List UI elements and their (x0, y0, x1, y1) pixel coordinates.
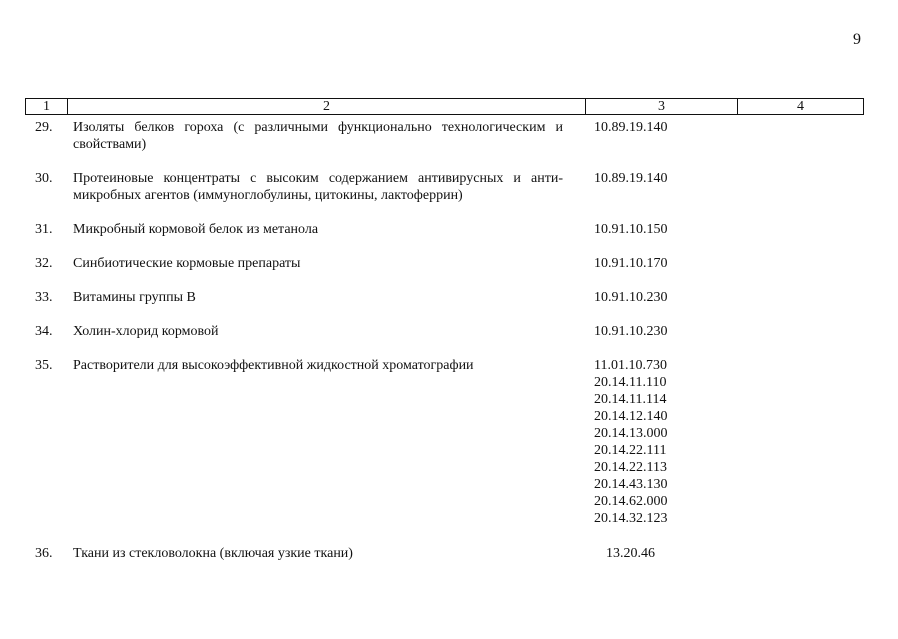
row-codes (594, 119, 714, 136)
row-number: 30. (35, 171, 53, 186)
page-number: 9 (853, 31, 861, 48)
row-code: 20.14.11.110 (594, 375, 667, 390)
row-code: 20.14.62.000 (594, 494, 668, 509)
row-number: 31. (35, 222, 53, 237)
row-name: Ткани из стекловолокна (включая узкие ткани) (73, 546, 353, 561)
row-number: 29. (35, 120, 53, 135)
row-code: 11.01.10.730 (594, 358, 667, 373)
row-code: 13.20.46 (606, 546, 655, 561)
row-code: 20.14.22.111 (594, 443, 667, 458)
header-col-1: 1 (26, 99, 68, 114)
row-name: Витамины группы В (73, 290, 196, 305)
row-name: Растворители для высокоэффективной жидкостной хроматографии (73, 358, 474, 373)
row-code: 10.91.10.230 (594, 324, 668, 339)
row-name: Синбиотические кормовые препараты (73, 256, 301, 271)
row-code: 10.91.10.230 (594, 290, 668, 305)
row-codes (594, 170, 714, 187)
header-col-2: 2 (68, 99, 586, 114)
row-codes (594, 289, 714, 306)
row-number: 34. (35, 324, 53, 339)
row-code: 20.14.22.113 (594, 460, 667, 475)
row-number: 32. (35, 256, 53, 271)
header-col-3: 3 (586, 99, 738, 114)
row-codes (594, 221, 714, 238)
row-code: 10.89.19.140 (594, 171, 668, 186)
row-name: Микробный кормовой белок из метанола (73, 222, 319, 237)
row-name: Протеиновые концентраты с высоким содержанием антивирусных и анти-микробных агентов (иммуноглобулины, цитокины, лактоферрин) (73, 171, 563, 203)
row-name: Изоляты белков гороха (с различными функционально технологическим и свойствами) (73, 120, 563, 152)
row-code: 10.89.19.140 (594, 120, 668, 135)
row-codes (594, 255, 714, 272)
row-codes (594, 323, 714, 340)
row-code: 10.91.10.150 (594, 222, 668, 237)
row-number: 33. (35, 290, 53, 305)
row-number: 35. (35, 358, 53, 373)
row-code: 20.14.11.114 (594, 392, 667, 407)
table-header (25, 98, 864, 115)
row-code: 20.14.12.140 (594, 409, 668, 424)
header-col-4: 4 (797, 99, 804, 114)
row-code: 20.14.13.000 (594, 426, 668, 441)
row-codes (606, 545, 726, 562)
row-code: 20.14.43.130 (594, 477, 668, 492)
row-code: 10.91.10.170 (594, 256, 668, 271)
row-name: Холин-хлорид кормовой (73, 324, 219, 339)
row-number: 36. (35, 546, 53, 561)
row-code: 20.14.32.123 (594, 511, 668, 526)
row-codes (594, 357, 714, 527)
